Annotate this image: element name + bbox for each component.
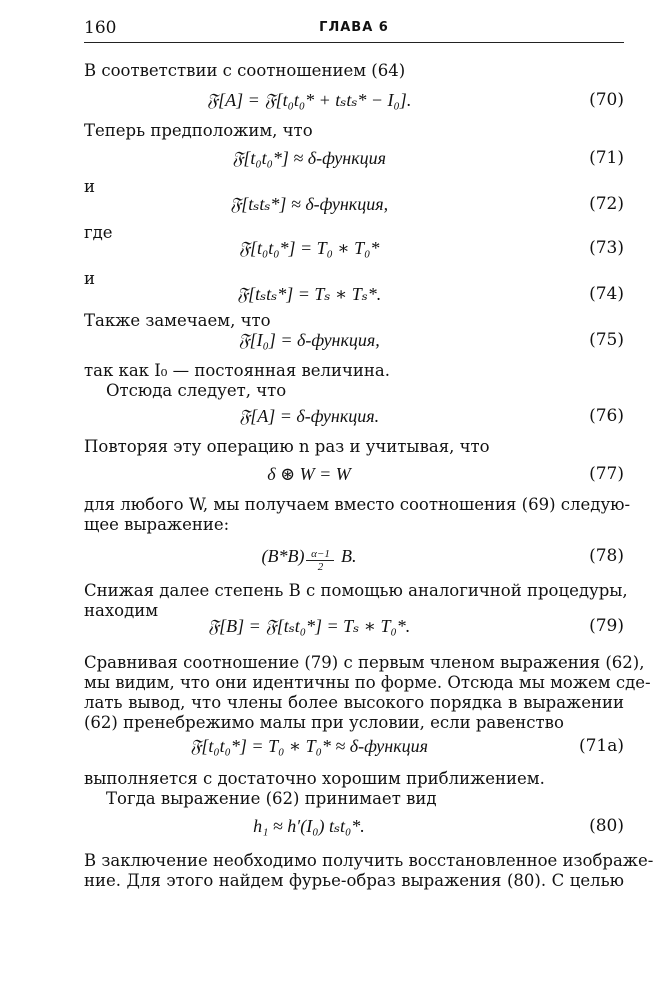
text-line: Сравнивая соотношение (79) с первым членом выражения (62),	[84, 653, 645, 672]
equation-number: (73)	[589, 238, 624, 258]
text-line: где	[84, 223, 113, 242]
running-header	[84, 18, 624, 43]
equation-formula: δ ⊛ W = W	[267, 464, 351, 484]
equation-formula: 𝔉[A] = δ-функция.	[238, 406, 380, 426]
equation-number: (70)	[589, 90, 624, 110]
equation-80	[84, 814, 624, 842]
text-line: и	[84, 177, 95, 196]
page-number: 160	[84, 18, 117, 38]
equation-number: (72)	[589, 194, 624, 214]
equation-71a	[84, 734, 624, 762]
equation-formula: 𝔉[t₀t₀*] = T₀ ∗ T₀*	[238, 238, 380, 258]
equation-number: (76)	[589, 406, 624, 426]
text-line: В соответствии с соотношением (64)	[84, 61, 406, 80]
equation-77	[84, 462, 624, 490]
equation-73	[84, 236, 624, 264]
equation-formula: 𝔉[tₛtₛ*] = Tₛ ∗ Tₛ*.	[236, 284, 382, 304]
equation-number: (79)	[589, 616, 624, 636]
text-line: и	[84, 269, 95, 288]
text-line: мы видим, что они идентичны по форме. Отсюда мы можем сде-	[84, 673, 651, 692]
text-line: ние. Для этого найдем фурье-образ выражения (80). С целью	[84, 871, 624, 890]
equation-tail: B.	[336, 546, 357, 566]
equation-75	[84, 328, 624, 356]
equation-number: (71a)	[578, 736, 624, 756]
equation-72	[84, 192, 624, 220]
exponent-numerator: α−1	[306, 548, 334, 561]
text-line: щее выражение:	[84, 515, 230, 534]
text-line: Также замечаем, что	[84, 311, 271, 330]
text-line: Тогда выражение (62) принимает вид	[106, 789, 437, 808]
equation-formula: 𝔉[t₀t₀*] ≈ δ-функция	[231, 148, 387, 168]
equation-formula: (B*B)	[261, 546, 305, 566]
text-line: (62) пренебрежимо малы при условии, если равенство	[84, 713, 564, 732]
equation-78	[84, 544, 624, 572]
equation-74	[84, 282, 624, 310]
equation-number: (74)	[589, 284, 624, 304]
equation-formula: 𝔉[A] = 𝔉[t₀t₀* + tₛtₛ* − I₀].	[206, 90, 412, 110]
equation-number: (75)	[589, 330, 624, 350]
equation-formula: 𝔉[t₀t₀*] = T₀ ∗ T₀* ≈ δ-функция	[190, 736, 428, 756]
equation-formula-group	[84, 546, 534, 573]
text-line: для любого W, мы получаем вместо соотношения (69) следую-	[84, 495, 631, 514]
text-line: лать вывод, что члены более высокого порядка в выражении	[84, 693, 624, 712]
equation-number: (71)	[589, 148, 624, 168]
text-line: выполняется с достаточно хорошим приближением.	[84, 769, 545, 788]
text-line: Теперь предположим, что	[84, 121, 313, 140]
equation-number: (77)	[589, 464, 624, 484]
equation-number: (80)	[589, 816, 624, 836]
text-line: Снижая далее степень B с помощью аналогичной процедуры,	[84, 581, 628, 600]
equation-number: (78)	[589, 546, 624, 566]
text-line: Повторяя эту операцию n раз и учитывая, что	[84, 437, 490, 456]
exponent-denominator: 2	[317, 561, 324, 573]
text-line: Отсюда следует, что	[106, 381, 287, 400]
equation-formula: h₁ ≈ h′(I₀) tₛt₀*.	[253, 816, 365, 836]
text-line: находим	[84, 601, 159, 620]
text-line: так как I₀ — постоянная величина.	[84, 361, 390, 380]
equation-79	[84, 614, 624, 642]
equation-formula: 𝔉[I₀] = δ-функция,	[238, 330, 380, 350]
chapter-title: ГЛАВА 6	[319, 20, 389, 35]
equation-71	[84, 146, 624, 174]
text-line: В заключение необходимо получить восстановленное изображе-	[84, 851, 654, 870]
equation-76	[84, 404, 624, 432]
equation-70	[84, 88, 624, 116]
equation-formula: 𝔉[tₛtₛ*] ≈ δ-функция,	[229, 194, 389, 214]
equation-formula: 𝔉[B] = 𝔉[tₛt₀*] = Tₛ ∗ T₀*.	[207, 616, 411, 636]
